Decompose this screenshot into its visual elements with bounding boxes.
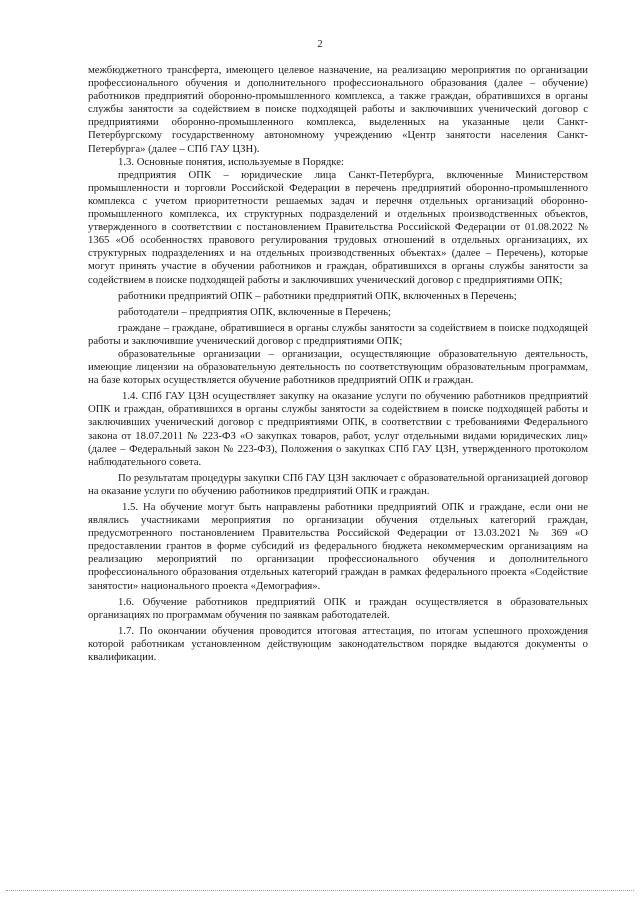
scan-edge-line [6,890,634,891]
paragraph-1-6: 1.6. Обучение работников предприятий ОПК и граждан осуществляется в образовательных организациях по программам обучения по заявкам работодателей. [88,595,588,621]
paragraph-procurement-result: По результатам процедуры закупки СПб ГАУ ЦЗН заключает с образовательной организацией договор на оказание услуги по обучению работников предприятий ОПК и граждан. [88,471,588,497]
paragraph-definition-opk-enterprises: предприятия ОПК – юридические лица Санкт-Петербурга, включенные Министерством промышленности и торговли Российской Федерации в перечень предприятий оборонно-промышленного комплекса с учетом приоритетности решаемых задач и перечня отдельных организаций оборонно-промышленного комплекса, их структурных подразделений и отдельных производственных объектов, утвержденного в соответствии с постановлением Правительства Российской Федерации от 01.08.2022 № 1365 «Об особенностях правового регулирования трудовых отношений в отдельных организациях, их структурных подразделениях и на отдельных производственных объектах» (далее – Перечень), которые могут принять участие в обучении работников и граждан, обратившихся в органы службы занятости за содействием в поиске подходящей работы и заключивших ученический договор с предприятиями ОПК; [88,168,588,286]
paragraph-1-4: 1.4. СПб ГАУ ЦЗН осуществляет закупку на оказание услуги по обучению работников предприятий ОПК и граждан, обратившихся в органы службы занятости за содействием в поиске подходящей работы и заключивших ученический договор с предприятиями ОПК, в соответствии с требованиями Федерального закона от 18.07.2011 № 223-ФЗ «О закупках товаров, работ, услуг отдельными видами юридических лиц» (далее – Федеральный закон № 223-ФЗ), Положения о закупках СПб ГАУ ЦЗН, утвержденного протоколом наблюдательного совета. [88,390,588,468]
paragraph-1-5: 1.5. На обучение могут быть направлены работники предприятий ОПК и граждане, если они не являлись участниками мероприятия по организации обучения отдельных категорий граждан, предусмотренного постановлением Правительства Российской Федерации от 13.03.2021 № 369 «О предоставлении грантов в форме субсидий из федерального бюджета некоммерческим организациям на реализацию мероприятий по организации профессионального обучения и дополнительного профессионального образования отдельных категорий граждан в рамках федерального проекта «Содействие занятости» национального проекта «Демография». [88,501,588,592]
paragraph-1-3-heading: 1.3. Основные понятия, используемые в Порядке: [118,155,344,168]
page-number: 2 [317,39,323,50]
paragraph-definition-educational-organizations: образовательные организации – организации, осуществляющие образовательную деятельность, имеющие лицензии на образовательную деятельность по соответствующим образовательным программам, на базе которых осуществляется обучение работников предприятий ОПК и граждан. [88,347,588,387]
document-body [88,64,588,664]
paragraph-definition-employers: работодатели – предприятия ОПК, включенные в Перечень; [118,305,392,318]
paragraph-definition-opk-workers: работники предприятий ОПК – работники предприятий ОПК, включенных в Перечень; [118,289,517,302]
paragraph-1-7: 1.7. По окончании обучения проводится итоговая аттестация, по итогам успешного прохождения которой работникам установленном действующим законодательством порядке выдаются документы о квалификации. [88,624,588,664]
paragraph-transfer-continuation: межбюджетного трансферта, имеющего целевое назначение, на реализацию мероприятия по организации профессионального обучения и дополнительного профессионального образования (далее – обучение) работников предприятий оборонно-промышленного комплекса, а также граждан, обратившихся в органы службы занятости за содействием в поиске подходящей работы и заключивших ученический договор с предприятиями оборонно-промышленного комплекса, выделенных на указанные цели Санкт-Петербургскому государственному автономному учреждению «Центр занятости населения Санкт-Петербурга» (далее – СПб ГАУ ЦЗН). [88,64,588,155]
paragraph-definition-citizens: граждане – граждане, обратившиеся в органы службы занятости за содействием в поиске подходящей работы и заключившие ученический договор с предприятиями ОПК; [88,321,588,347]
